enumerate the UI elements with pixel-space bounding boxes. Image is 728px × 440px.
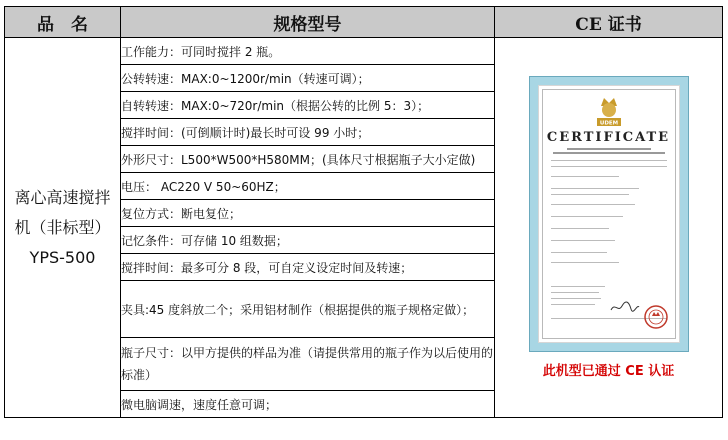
product-model: YPS-500 [29,247,96,267]
certificate-text-line [551,176,619,177]
certificate-text-line [551,298,601,299]
signature-icon [609,300,641,314]
certificate-text-line [551,194,629,195]
certificate-text-line [551,160,667,161]
header-row [5,7,723,38]
spec-sheet [4,6,722,436]
certificate-text-line [551,166,667,167]
spec-item: 夹具:45 度斜放二个；采用铝材制作（根据提供的瓶子规格定做）； [121,281,495,338]
certificate-text-line [551,188,639,189]
certificate-text-line [551,228,609,229]
header-product-name: 品 名 [5,7,121,38]
spec-item: 自转转速：MAX:0~720r/min（根据公转的比例 5：3）； [121,92,495,119]
certificate-text-line [551,262,619,263]
ce-certificate-image [529,76,689,352]
certificate-subtitle-line [539,148,679,154]
spec-item: 电压： AC220 V 50~60HZ； [121,173,495,200]
ce-approval-note: 此机型已通过 CE 认证 [542,364,675,379]
header-specification: 规格型号 [121,7,495,38]
spec-item: 瓶子尺寸：以甲方提供的样品为准（请提供常用的瓶子作为以后使用的标准） [121,338,495,391]
product-name-line1: 离心高速搅拌 [14,187,111,207]
certificate-text-line [551,204,635,205]
certificate-text-line [551,240,615,241]
spec-item: 复位方式：断电复位； [121,200,495,227]
spec-item: 外形尺寸：L500*W500*H580MM；(具体尺寸根据瓶子大小定做) [121,146,495,173]
ce-certificate-cell [495,38,723,418]
spec-item: 搅拌时间：(可倒顺计时)最长时可设 99 小时； [121,119,495,146]
table-row [5,38,723,65]
certificate-title: CERTIFICATE [546,130,671,145]
product-name-line2: 机（非标型） [14,217,111,237]
spec-item: 搅拌时间：最多可分 8 段，可自定义设定时间及转速； [121,254,495,281]
certificate-text-line [551,252,607,253]
spec-item: 微电脑调速，速度任意可调； [121,391,495,418]
certificate-page [538,85,680,343]
certificate-text-line [551,286,605,287]
product-name-cell [5,38,121,418]
spec-table [4,6,723,418]
certificate-text-line [551,216,623,217]
udem-logo-icon [592,92,626,128]
header-ce-certificate: CE 证书 [495,7,723,38]
spec-item: 公转转速：MAX:0~1200r/min（转速可调）； [121,65,495,92]
certificate-text-line [551,292,599,293]
certificate-text-line [551,304,595,305]
spec-item: 工作能力：可同时搅拌 2 瓶。 [121,38,495,65]
spec-item: 记忆条件：可存储 10 组数据； [121,227,495,254]
svg-text:UDEM: UDEM [599,120,618,127]
certificate-stamp-icon [643,304,669,330]
